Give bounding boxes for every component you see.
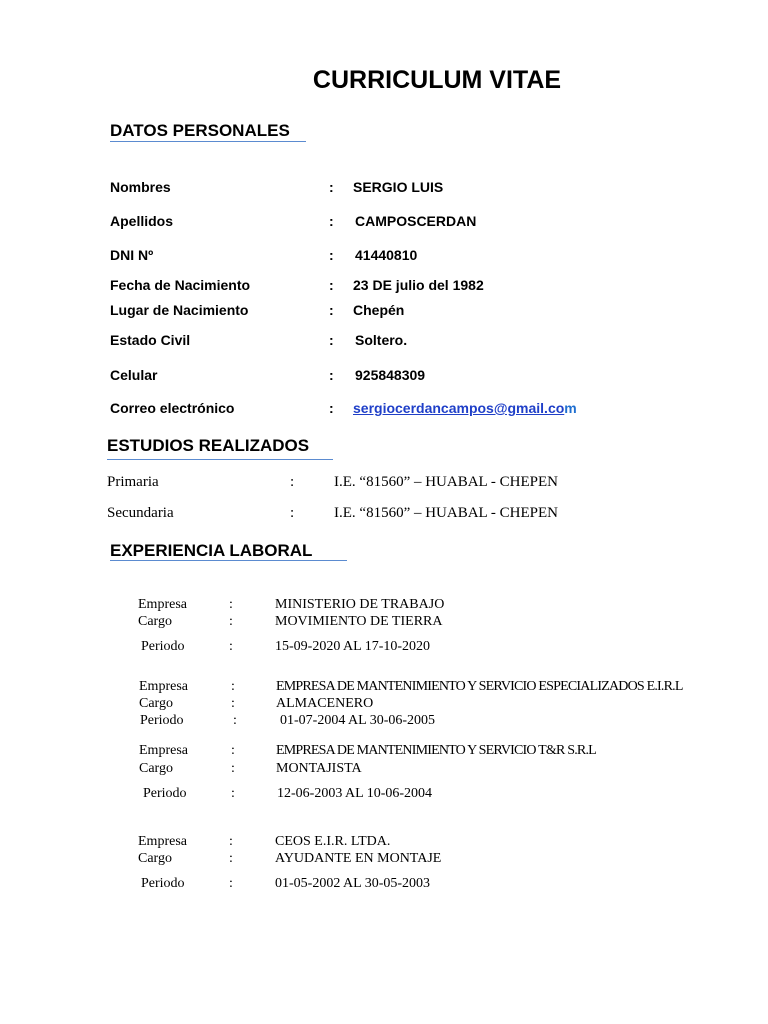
separator: : xyxy=(290,474,295,490)
field-label: Estado Civil xyxy=(110,332,191,348)
separator: : xyxy=(231,786,235,801)
empresa-label: Empresa xyxy=(139,743,188,758)
separator: : xyxy=(231,696,235,711)
separator: : xyxy=(329,277,334,293)
study-label: Primaria xyxy=(107,474,159,490)
periodo-value: 01-05-2002 AL 30-05-2003 xyxy=(275,876,431,891)
cargo-value: MONTAJISTA xyxy=(276,761,362,776)
separator: : xyxy=(229,851,233,866)
heading-underline xyxy=(110,560,347,561)
periodo-label: Periodo xyxy=(143,786,187,801)
empresa-value: MINISTERIO DE TRABAJO xyxy=(275,597,445,612)
separator: : xyxy=(329,367,334,383)
cargo-value: ALMACENERO xyxy=(276,696,374,711)
email-address-tail: m xyxy=(564,400,577,416)
separator: : xyxy=(229,876,233,891)
separator: : xyxy=(231,743,235,758)
periodo-value: 01-07-2004 AL 30-06-2005 xyxy=(280,713,436,728)
separator: : xyxy=(229,834,233,849)
cargo-label: Cargo xyxy=(139,696,173,711)
empresa-label: Empresa xyxy=(138,834,187,849)
field-label: Lugar de Nacimiento xyxy=(110,302,249,318)
separator: : xyxy=(290,505,295,521)
separator: : xyxy=(329,213,334,229)
periodo-label: Periodo xyxy=(141,876,185,891)
section-heading-experience: EXPERIENCIA LABORAL xyxy=(110,541,313,560)
field-value: CAMPOSCERDAN xyxy=(355,213,477,229)
section-heading-personal: DATOS PERSONALES xyxy=(110,121,290,140)
cargo-label: Cargo xyxy=(139,761,173,776)
separator: : xyxy=(231,679,235,694)
study-label: Secundaria xyxy=(107,505,174,521)
email-link[interactable] xyxy=(353,400,577,416)
periodo-value: 15-09-2020 AL 17-10-2020 xyxy=(275,639,431,654)
field-label: Fecha de Nacimiento xyxy=(110,277,251,293)
email-address[interactable]: sergiocerdancampos@gmail.co xyxy=(353,400,565,416)
separator: : xyxy=(329,400,334,416)
field-value: 23 DE julio del 1982 xyxy=(353,277,484,293)
empresa-value: CEOS E.I.R. LTDA. xyxy=(275,834,391,849)
field-label: Celular xyxy=(110,367,158,383)
separator: : xyxy=(229,614,233,629)
field-label: Apellidos xyxy=(110,213,174,229)
separator: : xyxy=(329,179,334,195)
separator: : xyxy=(229,597,233,612)
separator: : xyxy=(329,247,334,263)
periodo-label: Periodo xyxy=(140,713,184,728)
field-value: Soltero. xyxy=(355,332,408,348)
page-title: CURRICULUM VITAE xyxy=(312,66,562,94)
empresa-value: EMPRESA DE MANTENIMIENTO Y SERVICIO T&R S.R.L xyxy=(276,743,596,758)
cargo-value: MOVIMIENTO DE TIERRA xyxy=(275,614,443,629)
section-heading-studies: ESTUDIOS REALIZADOS xyxy=(107,436,310,455)
cargo-label: Cargo xyxy=(138,614,172,629)
field-label: DNI Nº xyxy=(110,247,154,263)
empresa-label: Empresa xyxy=(138,597,187,612)
field-value: 41440810 xyxy=(355,247,418,263)
study-value: I.E. “81560” – HUABAL - CHEPEN xyxy=(334,474,558,490)
separator: : xyxy=(233,713,237,728)
field-label: Correo electrónico xyxy=(110,400,235,416)
periodo-value: 12-06-2003 AL 10-06-2004 xyxy=(277,786,433,801)
separator: : xyxy=(229,639,233,654)
separator: : xyxy=(231,761,235,776)
heading-underline xyxy=(107,459,333,460)
cargo-label: Cargo xyxy=(138,851,172,866)
study-value: I.E. “81560” – HUABAL - CHEPEN xyxy=(334,505,558,521)
cargo-value: AYUDANTE EN MONTAJE xyxy=(275,851,442,866)
field-label: Nombres xyxy=(110,179,171,195)
heading-underline xyxy=(110,141,306,142)
field-value: Chepén xyxy=(353,302,405,318)
separator: : xyxy=(329,302,334,318)
periodo-label: Periodo xyxy=(141,639,185,654)
empresa-value: EMPRESA DE MANTENIMIENTO Y SERVICIO ESPECIALIZADOS E.I.R.L xyxy=(276,679,683,694)
field-value: 925848309 xyxy=(355,367,426,383)
empresa-label: Empresa xyxy=(139,679,188,694)
separator: : xyxy=(329,332,334,348)
field-value: SERGIO LUIS xyxy=(353,179,444,195)
